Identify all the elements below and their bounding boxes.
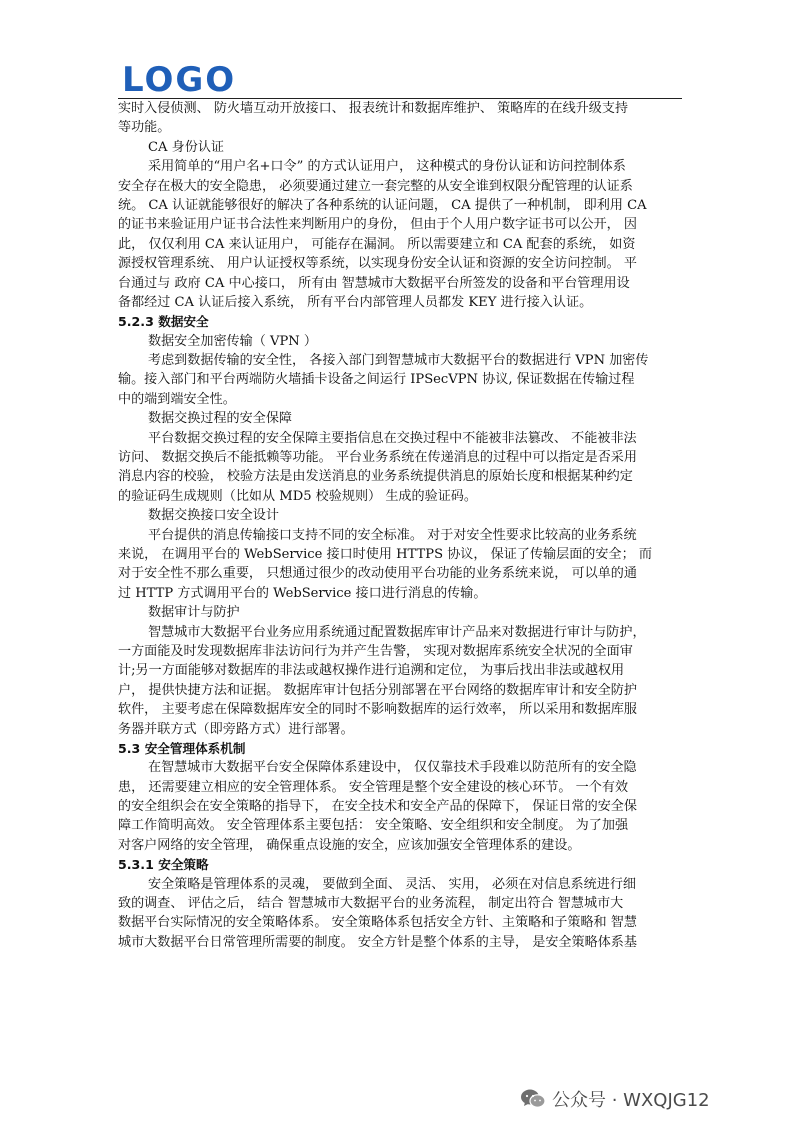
text-line: 致的调查、 评估之后， 结合 智慧城市大数据平台的业务流程， 制定出符合 智慧城市大: [118, 896, 624, 912]
subheading-line: 数据安全加密传输（ VPN ）: [148, 333, 317, 349]
watermark-text: 公众号 · WXQJG12: [552, 1090, 710, 1111]
subheading-line: 数据审计与防护: [148, 605, 240, 621]
section-heading: 5.2.3 数据安全: [118, 314, 209, 330]
text-line: 的安全组织会在安全策略的指导下， 在安全技术和安全产品的保障下， 保证日常的安全保: [118, 799, 637, 815]
text-line: 的验证码生成规则（比如从 MD5 校验规则） 生成的验证码。: [118, 488, 477, 504]
text-line: 患， 还需要建立相应的安全管理体系。 安全管理是整个安全建设的核心环节。 一个有效: [118, 779, 629, 795]
text-line: 一方面能及时发现数据库非法访问行为并产生告警， 实现对数据库系统安全状况的全面审: [118, 643, 633, 659]
paragraph-first-line: 平台提供的消息传输接口支持不同的安全标准。 对于对安全性要求比较高的业务系统: [148, 527, 637, 543]
subheading-line: 数据交换过程的安全保障: [148, 411, 293, 427]
paragraph-first-line: 在智慧城市大数据平台安全保障体系建设中， 仅仅靠技术手段难以防范所有的安全隐: [148, 760, 637, 776]
text-line: 安全存在极大的安全隐患， 必须要通过建立一套完整的从安全谁到权限分配管理的认证系: [118, 178, 633, 194]
text-line: 过 HTTP 方式调用平台的 WebService 接口进行消息的传输。: [118, 585, 487, 601]
text-line: 对于安全性不那么重要， 只想通过很少的改动使用平台功能的业务系统来说， 可以单的通: [118, 566, 637, 582]
text-line: 统。 CA 认证就能够很好的解决了各种系统的认证问题， CA 提供了一种机制， 即利用 CA: [118, 197, 647, 213]
paragraph-first-line: 考虑到数据传输的安全性， 各接入部门到智慧城市大数据平台的数据进行 VPN 加密传: [148, 353, 649, 369]
text-line: 户， 提供快捷方法和证据。 数据库审计包括分别部署在平台网络的数据库审计和安全防护: [118, 682, 637, 698]
paragraph-first-line: 采用简单的“用户名+口令” 的方式认证用户， 这种模式的身份认证和访问控制体系: [148, 159, 626, 175]
subheading-line: CA 身份认证: [148, 139, 225, 155]
text-line: 源授权管理系统、 用户认证授权等系统，以实现身份安全认证和资源的安全访问控制。 平: [118, 256, 637, 272]
text-line: 城市大数据平台日常管理所需要的制度。 安全方针是整个体系的主导， 是安全策略体系基: [118, 934, 637, 950]
section-heading: 5.3.1 安全策略: [118, 857, 209, 873]
watermark: [520, 1085, 710, 1113]
text-line: 务器并联方式（即旁路方式）进行部署。: [118, 721, 354, 737]
text-line: 的证书来验证用户证书合法性来判断用户的身份， 但由于个人用户数字证书可以公开， 因: [118, 217, 637, 233]
text-line: 计;另一方面能够对数据库的非法或越权操作进行追溯和定位， 为事后找出非法或越权用: [118, 663, 625, 679]
text-line: 消息内容的校验， 校验方法是由发送消息的业务系统提供消息的原始长度和根据某种约定: [118, 469, 633, 485]
text-line: 台通过与 政府 CA 中心接口， 所有由 智慧城市大数据平台所签发的设备和平台管理用设: [118, 275, 630, 291]
text-line: 实时入侵侦测、 防火墙互动开放接口、 报表统计和数据库维护、 策略库的在线升级支持: [118, 101, 629, 116]
paragraph-first-line: 智慧城市大数据平台业务应用系统通过配置数据库审计产品来对数据进行审计与防护，: [148, 624, 646, 640]
wechat-icon: [520, 1088, 546, 1110]
text-line: 输。接入部门和平台两端防火墙插卡设备之间运行 IPSecVPN 协议, 保证数据在传输过程: [118, 372, 635, 388]
logo: LOGO: [122, 60, 237, 100]
text-line: 等功能。: [118, 120, 171, 136]
text-line: 障工作简明高效。 安全管理体系主要包括： 安全策略、安全组织和安全制度。 为了加强: [118, 818, 629, 834]
text-line: 备都经过 CA 认证后接入系统， 所有平台内部管理人员都发 KEY 进行接入认证。: [118, 294, 593, 310]
paragraph-first-line: 安全策略是管理体系的灵魂， 要做到全面、 灵活、 实用， 必须在对信息系统进行细: [148, 876, 637, 892]
text-line: 此， 仅仅利用 CA 来认证用户， 可能存在漏洞。 所以需要建立和 CA 配套的系统， 如资: [118, 236, 636, 252]
paragraph-first-line: 平台数据交换过程的安全保障主要指信息在交换过程中不能被非法篡改、 不能被非法: [148, 430, 637, 446]
document-body: [118, 99, 682, 952]
text-line: 数据平台实际情况的安全策略体系。 安全策略体系包括安全方针、主策略和子策略和 智慧: [118, 915, 637, 931]
text-line: 来说， 在调用平台的 WebService 接口时使用 HTTPS 协议， 保证了传输层面的安全； 而: [118, 546, 652, 562]
text-line: 软件， 主要考虑在保障数据库安全的同时不影响数据库的运行效率， 所以采用和数据库服: [118, 702, 637, 718]
section-heading: 5.3 安全管理体系机制: [118, 740, 246, 756]
subheading-line: 数据交换接口安全设计: [148, 508, 279, 524]
text-line: 中的端到端安全性。: [118, 391, 236, 407]
text-line: 访问、 数据交换后不能抵赖等功能。 平台业务系统在传递消息的过程中可以指定是否采用: [118, 450, 637, 466]
text-line: 对客户网络的安全管理， 确保重点设施的安全，应该加强安全管理体系的建设。: [118, 837, 581, 853]
